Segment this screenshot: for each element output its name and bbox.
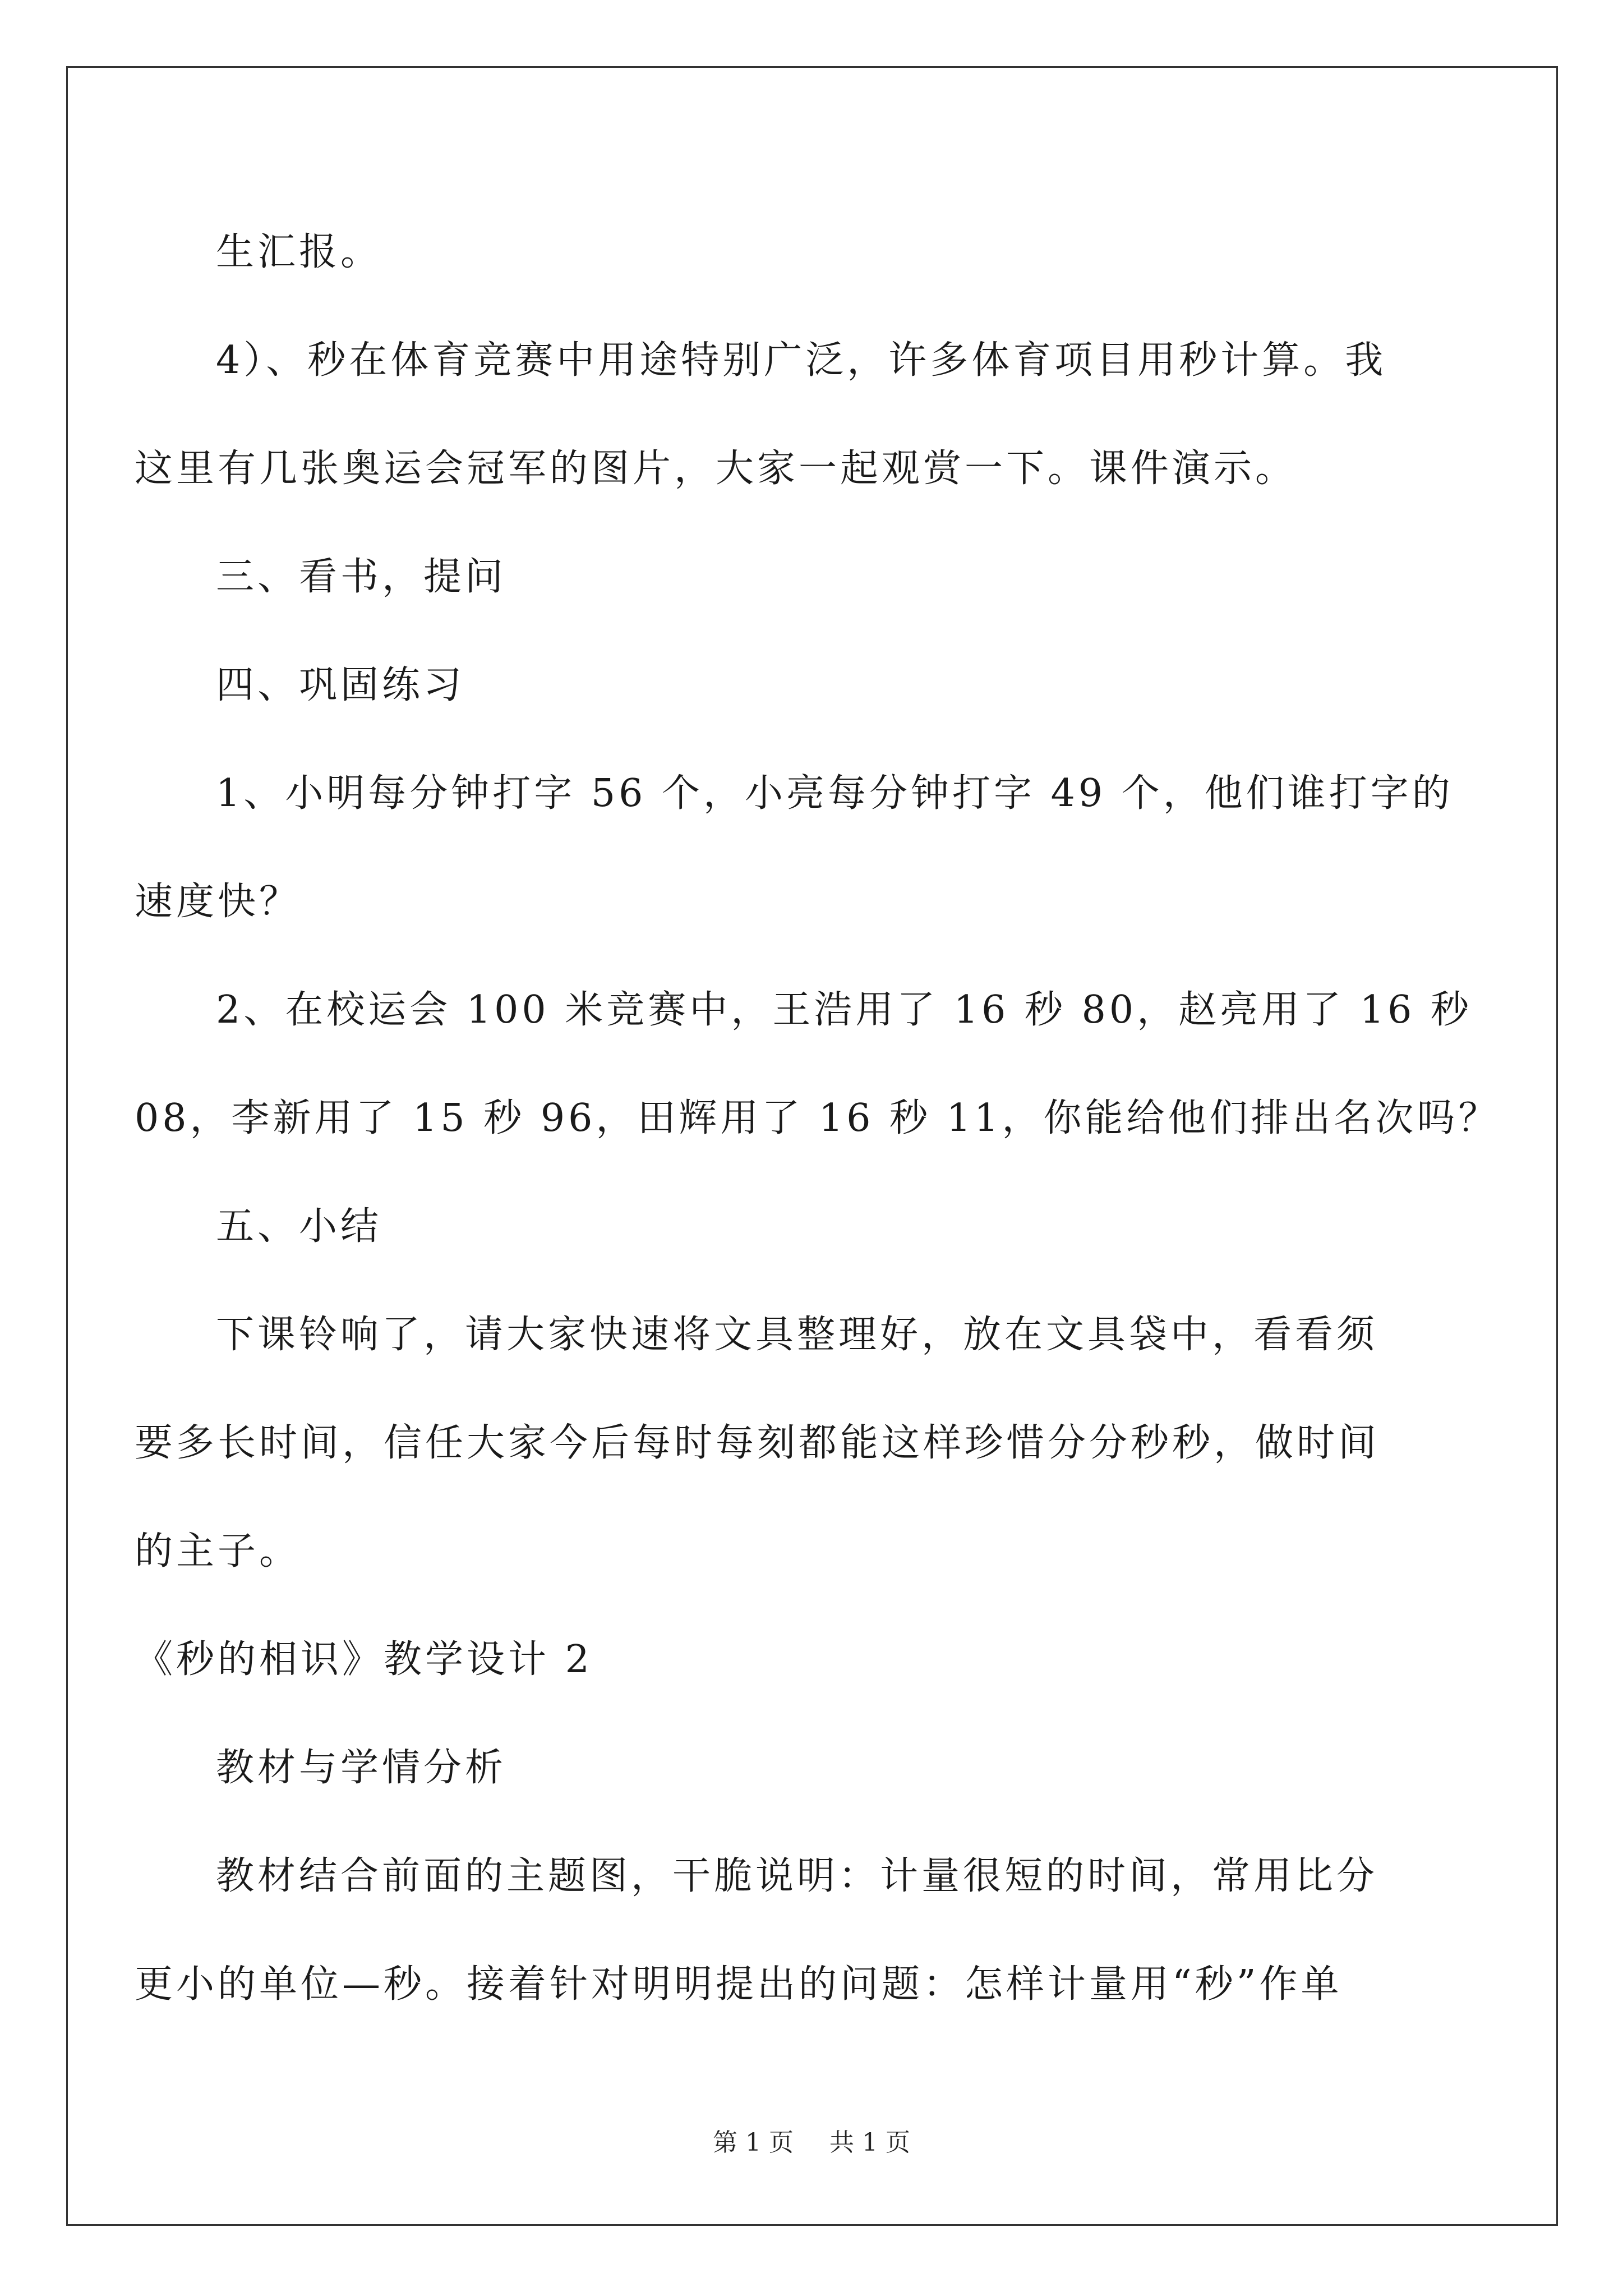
paragraph-line: 4）、秒在体育竞赛中用途特别广泛，许多体育项目用秒计算。我 bbox=[216, 338, 1387, 383]
paragraph-line: 的主子。 bbox=[135, 1529, 301, 1573]
page-footer bbox=[0, 2126, 1623, 2160]
paragraph-line: 2、在校运会 100 米竞赛中，王浩用了 16 秒 80，赵亮用了 16 秒 bbox=[216, 988, 1472, 1032]
paragraph-line: 更小的单位—秒。接着针对明明提出的问题：怎样计量用“秒”作单 bbox=[135, 1962, 1343, 2007]
document-title: 《秒的相识》教学设计 2 bbox=[135, 1637, 593, 1682]
paragraph-line: 1、小明每分钟打字 56 个，小亮每分钟打字 49 个，他们谁打字的 bbox=[216, 771, 1454, 816]
paragraph-line: 08，李新用了 15 秒 96，田辉用了 16 秒 11，你能给他们排出名次吗？ bbox=[135, 1096, 1500, 1140]
paragraph-line: 要多长时间，信任大家今后每时每刻都能这样珍惜分分秒秒，做时间 bbox=[135, 1421, 1380, 1465]
page-number-current: 第 1 页 bbox=[713, 2128, 794, 2157]
paragraph-line: 教材结合前面的主题图，干脆说明：计量很短的时间，常用比分 bbox=[216, 1854, 1378, 1898]
section-heading: 五、小结 bbox=[216, 1204, 382, 1249]
section-heading: 三、看书，提问 bbox=[216, 555, 507, 599]
section-heading: 四、巩固练习 bbox=[216, 663, 465, 707]
paragraph-line: 这里有几张奥运会冠军的图片，大家一起观赏一下。课件演示。 bbox=[135, 447, 1297, 491]
paragraph-line: 速度快？ bbox=[135, 880, 301, 924]
page-number-total: 共 1 页 bbox=[829, 2128, 910, 2157]
paragraph-line: 生汇报。 bbox=[216, 230, 382, 274]
section-heading: 教材与学情分析 bbox=[216, 1746, 507, 1790]
paragraph-line: 下课铃响了，请大家快速将文具整理好，放在文具袋中，看看须 bbox=[216, 1313, 1378, 1357]
